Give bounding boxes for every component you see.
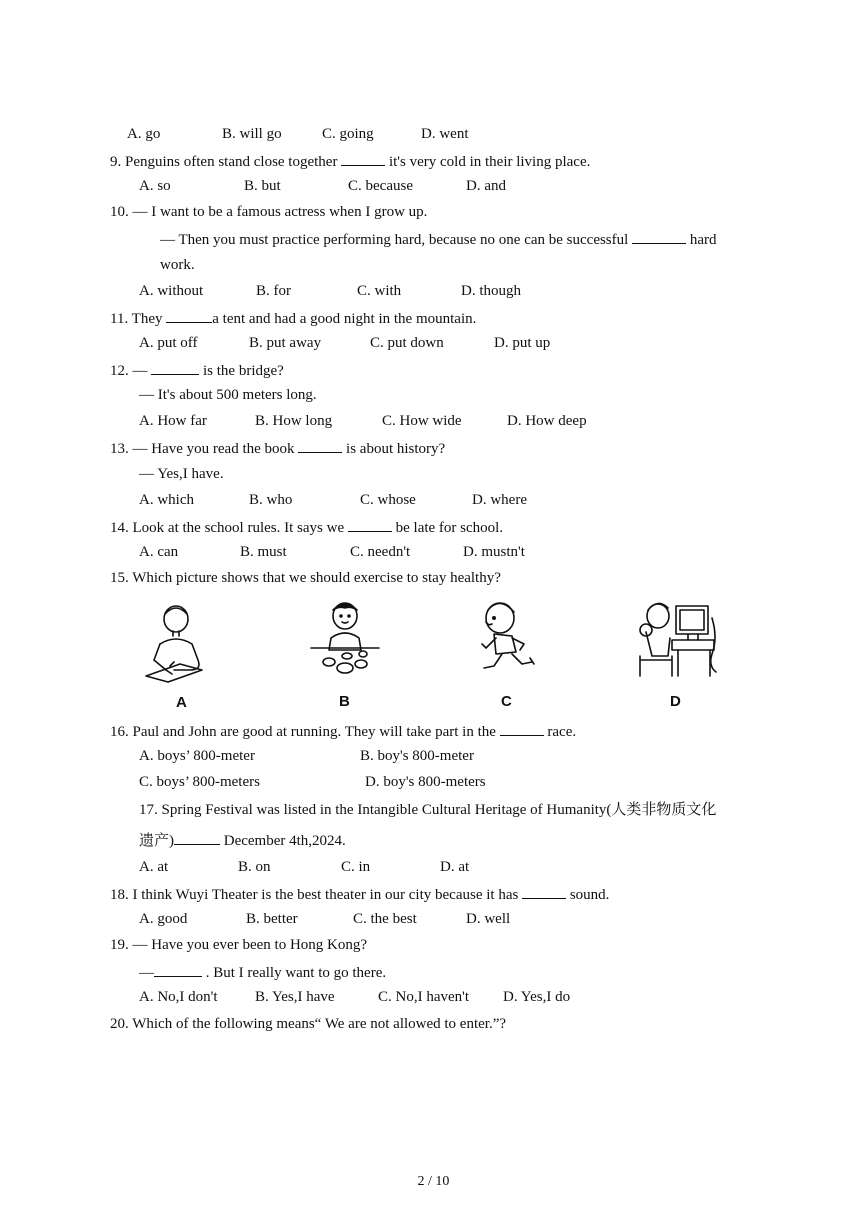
q8-option-c: C. going [322,126,374,142]
q10-option-a: A. without [139,283,204,299]
picture-label-b: B [339,693,350,710]
q13-option-c: C. whose [360,492,416,508]
q10-option-d: D. though [461,283,521,299]
answer-blank[interactable] [341,151,385,166]
q9-option-d: D. and [466,178,506,194]
picture-label-a: A [176,694,187,711]
q10-option-b: B. for [256,283,291,299]
q12-option-c: C. How wide [382,413,462,429]
q18-option-b: B. better [246,911,298,927]
q17-stem-cont: 遗产) December 4th,2024. [139,830,346,850]
q10-reply: — Then you must practice performing hard, because no one can be successful hard [160,229,716,249]
q19-option-b: B. Yes,I have [255,989,335,1005]
answer-blank[interactable] [151,360,199,375]
q14-stem: 14. Look at the school rules. It says we be late for school. [110,517,503,537]
q17-option-d: D. at [440,859,470,875]
q17-stem: 17. Spring Festival was listed in the Intangible Cultural Heritage of Humanity(人类非物质文化 [139,802,717,818]
q14-option-c: C. needn't [350,544,411,560]
q18-option-c: C. the best [353,911,417,927]
q11-option-d: D. put up [494,335,551,351]
q16-option-a: A. boys’ 800-meter [139,748,255,764]
picture-label-d: D [670,693,681,710]
q8-option-a: A. go [127,126,161,142]
q20-stem: 20. Which of the following means“ We are not allowed to enter.”? [110,1016,507,1032]
q19-option-c: C. No,I haven't [378,989,470,1005]
q9-stem: 9. Penguins often stand close together it's very cold in their living place. [110,151,590,171]
q16-option-d: D. boy's 800-meters [365,774,486,790]
q8-option-b: B. will go [222,126,282,142]
q13-reply: — Yes,I have. [139,466,224,482]
answer-blank[interactable] [632,229,686,244]
answer-blank[interactable] [166,308,212,323]
answer-blank[interactable] [298,438,342,453]
answer-blank[interactable] [154,962,202,977]
q15-stem: 15. Which picture shows that we should exercise to stay healthy? [110,570,501,586]
q14-option-d: D. mustn't [463,544,525,560]
q10-option-c: C. with [357,283,402,299]
q19-reply: — . But I really want to go there. [139,962,386,982]
writing-picture[interactable] [140,600,212,684]
q9-option-a: A. so [139,178,171,194]
q19-option-d: D. Yes,I do [503,989,571,1005]
q17-option-a: A. at [139,859,169,875]
answer-blank[interactable] [522,884,566,899]
computer-picture[interactable] [632,598,718,682]
q12-option-a: A. How far [139,413,207,429]
q12-reply: — It's about 500 meters long. [139,387,317,403]
q10-stem: 10. — I want to be a famous actress when I grow up. [110,204,428,220]
q17-option-b: B. on [238,859,271,875]
picture-label-c: C [501,693,512,710]
q14-option-a: A. can [139,544,179,560]
q17-option-c: C. in [341,859,371,875]
q18-stem: 18. I think Wuyi Theater is the best theater in our city because it has sound. [110,884,609,904]
q16-stem: 16. Paul and John are good at running. They will take part in the race. [110,721,576,741]
q12-option-b: B. How long [255,413,333,429]
q13-option-a: A. which [139,492,194,508]
q11-option-b: B. put away [249,335,322,351]
q11-option-a: A. put off [139,335,198,351]
eating-picture[interactable] [307,598,383,680]
q13-option-d: D. where [472,492,527,508]
q13-option-b: B. who [249,492,293,508]
q9-option-b: B. but [244,178,281,194]
q13-stem: 13. — Have you read the book is about history? [110,438,445,458]
q19-stem: 19. — Have you ever been to Hong Kong? [110,937,368,953]
q16-option-b: B. boy's 800-meter [360,748,474,764]
q8-option-d: D. went [421,126,469,142]
q9-option-c: C. because [348,178,413,194]
q16-option-c: C. boys’ 800-meters [139,774,260,790]
q12-stem: 12. — is the bridge? [110,360,284,380]
q19-option-a: A. No,I don't [139,989,218,1005]
answer-blank[interactable] [500,721,544,736]
answer-blank[interactable] [348,517,392,532]
running-picture[interactable] [472,598,540,682]
q11-option-c: C. put down [370,335,444,351]
q14-option-b: B. must [240,544,287,560]
q18-option-a: A. good [139,911,188,927]
q18-option-d: D. well [466,911,511,927]
q12-option-d: D. How deep [507,413,587,429]
answer-blank[interactable] [174,830,220,845]
page-number: 2 / 10 [417,1174,450,1189]
q10-reply-cont: work. [160,257,195,273]
q11-stem: 11. They a tent and had a good night in the mountain. [110,308,476,328]
